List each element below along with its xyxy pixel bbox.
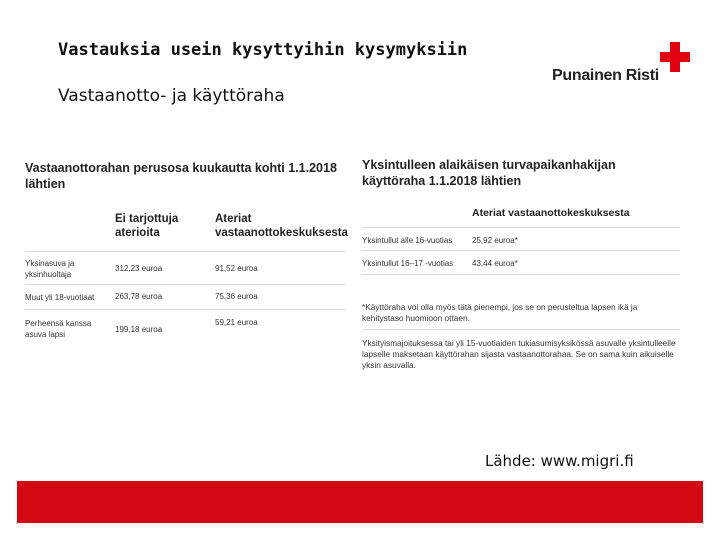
table-row — [25, 258, 345, 288]
footer-bar — [17, 481, 703, 523]
row-label: Muut yli 18-vuotiaat — [25, 293, 95, 302]
table2-header: Ateriat vastaanottokeskuksesta — [472, 207, 630, 219]
table2-title: Yksintulleen alaikäisen turvapaikanhakijan käyttöraha 1.1.2018 lähtien — [362, 158, 616, 188]
row-label: Yksinasuva ja yksinhuoltaja — [25, 259, 75, 279]
row-value: 25,92 euroa* — [472, 236, 518, 245]
divider — [25, 284, 345, 285]
divider — [362, 250, 680, 251]
row-label: Yksintullut 16–17 -vuotias — [362, 259, 454, 268]
divider — [25, 251, 345, 252]
row-value-meals: 91,52 euroa — [215, 264, 258, 273]
slide-subtitle: Vastaanotto- ja käyttöraha — [58, 86, 285, 106]
private-accommodation-note: Yksityismajoituksessa tai yli 15-vuotiaiden tukiasumisyksikössä asuvalle yksintulleelle lapselle maksetaan käyttörahan sijasta vastaanottorahaa. Se on sama kuin aikuiselle yksin asuvalla. — [362, 338, 676, 370]
logo-text: Punainen Risti — [552, 67, 659, 84]
table-row — [25, 318, 345, 344]
table1-header-no-meals: Ei tarjottuja aterioita — [115, 213, 179, 239]
row-label: Perheensä kanssa asuva lapsi — [25, 319, 92, 339]
row-value-meals: 75,36 euroa — [215, 292, 258, 301]
punainen-risti-logo — [552, 40, 692, 88]
spending-money-table — [362, 157, 680, 370]
table1-title: Vastaanottorahan perusosa kuukautta kohti 1.1.2018 lähtien — [25, 161, 337, 191]
row-label: Yksintullut alle 16-vuotias — [362, 236, 453, 245]
footnote: *Käyttöraha voi olla myös tätä pienempi, jos se on perusteltua lapsen ikä ja kehitystaso huomioon ottaen. — [362, 302, 638, 323]
row-value-no-meals: 263,78 euroa — [115, 292, 163, 301]
table1-header-meals: Ateriat vastaanottokeskuksesta — [215, 213, 348, 239]
source-citation: Lähde: www.migri.fi — [485, 452, 634, 470]
table1-header — [25, 212, 348, 246]
row-value-meals: 59,21 euroa — [215, 318, 258, 327]
row-value-no-meals: 312,23 euroa — [115, 264, 163, 273]
row-value: 43,44 euroa* — [472, 259, 518, 268]
divider — [362, 274, 680, 275]
table-row — [25, 292, 345, 312]
reception-allowance-table — [25, 160, 348, 339]
divider — [25, 309, 345, 310]
divider — [362, 227, 680, 228]
red-cross-icon — [660, 42, 690, 72]
slide-title: Vastauksia usein kysyttyihin kysymyksiin — [58, 40, 468, 60]
divider — [362, 329, 680, 330]
row-value-no-meals: 199,18 euroa — [115, 325, 163, 334]
